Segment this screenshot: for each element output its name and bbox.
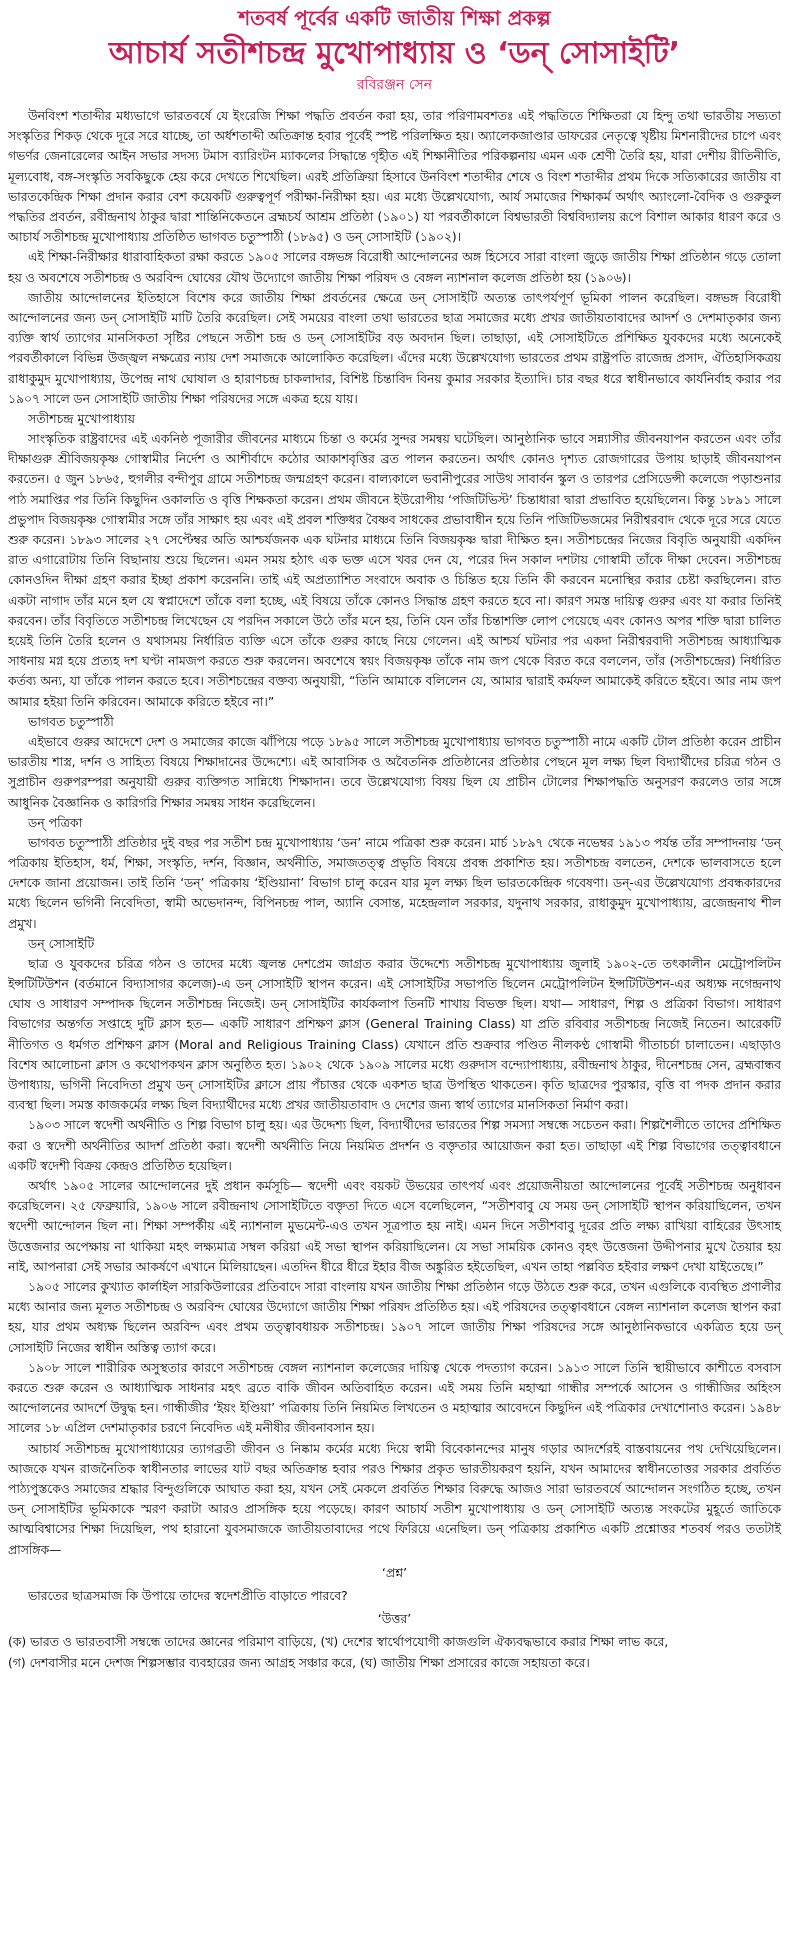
intro-paragraph-3: জাতীয় আন্দোলনের ইতিহাসে বিশেষ করে জাতীয় শিক্ষা প্রবর্তনের ক্ষেত্রে ডন্ সোসাইটি অত্যন্ত তাৎপর্যপূর্ণ ভূমিকা পালন করেছিল। বঙ্গভঙ্গ বিরোধী আন্দোলনের জন্য ডন্ সোসাইটি মাটি তৈরি করেছিল। সেই সময়ের বাংলা তথা ভারতের ছাত্র সমাজের মধ্যে প্রখর জাতীয়তাবাদের আদর্শ ও দেশমাতৃকার জন্য ব্যক্তি স্বার্থ ত্যাগের মানসিকতা সৃষ্টির পেছনে সতীশ চন্দ্র ও ডন্ সোসাইটির বড় অবদান ছিল। তাছাড়া, এই সোসাইটিতে প্রশিক্ষিত যুবকদের মধ্যে অনেকেই পরবর্তীকালে বিভিন্ন উজ্জ্বল নক্ষত্রের ন্যায় দেশ সমাজকে আলোকিত করেছিল। এঁদের মধ্যে উল্লেখযোগ্য ভারতের প্রথম রাষ্ট্রপতি রাজেন্দ্র প্রসাদ, ঐতিহাসিকত্রয় রাধাকুমুদ মুখোপাধ্যায়, উপেন্দ্র নাথ ঘোষাল ও হারাণচন্দ্র চাকলাদার, বিশিষ্ট চিন্তাবিদ বিনয় কুমার সরকার ইত্যাদি। চার বছর ধরে স্বাধীনভাবে কার্যনির্বাহ করার পর ১৯০৭ সালে ডন সোসাইটি জাতীয় শিক্ষা পরিষদের সঙ্গে একত্র হয়ে যায়। — [8, 290, 781, 406]
answer-label: ‘উত্তর’ — [377, 1611, 412, 1627]
section-paragraph: অর্থাৎ ১৯০৫ সালের আন্দোলনের দুই প্রধান কর্মসূচি— স্বদেশী এবং বয়কট উভয়ের তাৎপর্য এবং প্রয়োজনীয়তা আন্দোলনের পূর্বেই সতীশচন্দ্র অনুধাবন করেছিলেন। ২৫ ফেব্রুয়ারি, ১৯০৬ সালে রবীন্দ্রনাথ সোসাইটিতে বক্তৃতা দিতে এসে বলেছিলেন, “সতীশবাবু যে সময় ডন্ সোসাইটি স্থাপন করিয়াছিলেন, তখন স্বদেশী আন্দোলন ছিল না। শিক্ষা সম্পর্কীয় এই ন্যাশনাল মুভমেন্ট-এও তখন সূত্রপাত হয় নাই। এমন দিনে সতীশবাবু দূরের প্রতি লক্ষ্য রাখিয়া বাহিরের উৎসাহ উত্তেজনার অপেক্ষায় না থাকিয়া মহৎ লক্ষ্যমাত্র সম্বল করিয়া এই সভা স্থাপন করিয়াছিলেন। যে সভা সাময়িক কোনও বৃহৎ উত্তেজনা উদ্দীপনার মুখে তৈয়ার হয় নাই, আপনারা সেই সভার আকর্ষণে এখানে মিলিয়াছেন। এতদিন ধীরে ধীরে ইহার বীজ অঙ্কুরিত হইতেছিল, এখন তাহা পল্লবিত হইবার লক্ষণ দেখা যাইতেছে।” — [8, 1178, 781, 1274]
intro-paragraph-2: এই শিক্ষা-নিরীক্ষার ধারাবাহিকতা রক্ষা করতে ১৯০৫ সালের বঙ্গভঙ্গ বিরোধী আন্দোলনের অঙ্গ হিসেবে সারা বাংলা জুড়ে জাতীয় শিক্ষা প্রতিষ্ঠান গড়ে তোলা হয় ও অবশেষে সতীশচন্দ্র ও অরবিন্দ ঘোষের যৌথ উদ্যোগে জাতীয় শিক্ষা পরিষদ ও বেঙ্গল ন্যাশনাল কলেজ প্রতিষ্ঠা হয় (১৯০৬)। — [8, 250, 781, 285]
section-paragraph: ছাত্র ও যুবকদের চরিত্র গঠন ও তাদের মধ্যে জ্বলন্ত দেশপ্রেম জাগ্রত করার উদ্দেশ্যে সতীশচন্দ্র মুখোপাধ্যায় জুলাই ১৯০২-তে তৎকালীন মেট্রোপলিটন ইন্সটিটিউশন (বর্তমানে বিদ্যাসাগর কলেজ)-এ ডন্ সোসাইটি স্থাপন করেন। এই সোসাইটির সভাপতি ছিলেন মেট্রোপলিটন ইন্সটিটিউশন-এর অধ্যক্ষ নগেন্দ্রনাথ ঘোষ ও সাধারণ সম্পাদক ছিলেন সতীশচন্দ্র নিজেই। ডন্ সোসাইটির কার্যকলাপ তিনটি শাখায় বিভক্ত ছিল। যথা— সাধারণ, শিল্প ও প্রত্রিকা বিভাগ। সাধারণ বিভাগের অন্তর্গত সপ্তাহে দুটি ক্লাস হত— একটি সাধারণ প্রশিক্ষণ ক্লাস (General Training Class) যা প্রতি রবিবার সতীশচন্দ্র নিজেই নিতেন। আরেকটি নীতিগত ও ধর্মগত প্রশিক্ষণ ক্লাস (Moral and Religious Training Class) যেখানে প্রতি শুক্রবার পণ্ডিত নীলকণ্ঠ গোস্বামী গীতাচর্চা চালাতেন। এছাড়াও বিশেষ আলোচনা ক্লাস ও কথোপকথন ক্লাস অনুষ্ঠিত হত। ১৯০২ থেকে ১৯০৯ সালের মধ্যে গুরুদাস বন্দ্যোপাধ্যায়, রবীন্দ্রনাথ ঠাকুর, দীনেশচন্দ্র সেন, ব্রহ্মবান্ধব উপাধ্যায়, ভগিনী নিবেদিতা প্রমুখ ডন্ সোসাইটির ক্লাসে প্রায় পঁচাত্তর থেকে একশত ছাত্র উপস্থিত থাকতেন। কৃতি ছাত্রদের পুরস্কার, বৃত্তি বা পদক প্রদান করার ব্যবস্থা ছিল। সমস্ত কাজকর্মের লক্ষ্য ছিল বিদ্যার্থীদের মধ্যে প্রখর জাতীয়তাবাদ ও দেশের জন্য স্বার্থ ত্যাগের মানসিকতা নির্মাণ করা। — [8, 956, 781, 1113]
section-paragraph: ১৯০৮ সালে শারীরিক অসুস্থতার কারণে সতীশচন্দ্র বেঙ্গল ন্যাশনাল কলেজের দায়িত্ব থেকে পদত্যাগ করেন। ১৯১৩ সালে তিনি স্থায়ীভাবে কাশীতে বসবাস করতে শুরু করেন ও আধ্যাত্মিক সাধনার মহৎ ব্রতে বাকি জীবন অতিবাহিত করেন। এই সময় তিনি মহাত্মা গান্ধীর সম্পর্কে আসেন ও গান্ধীজির অহিংস আন্দোলনের আদর্শে উদ্বুদ্ধ হন। গান্ধীজীর ‘ইয়ং ইণ্ডিয়া’ পত্রিকায় তিনি নিয়মিত লিখতেন ও মহাত্মার আবেদনে কিছুদিন এই পত্রিকার দেখাশোনাও করেন। ১৯৪৮ সালের ১৮ এপ্রিল দেশমাতৃকার চরণে নিবেদিত এই মনীষীর জীবনাবসান হয়। — [8, 1360, 781, 1436]
section-paragraph: সাংস্কৃতিক রাষ্ট্রবাদের এই একনিষ্ঠ পূজারীর জীবনের মাধ্যমে চিন্তা ও কর্মের সুন্দর সমন্বয় ঘটেছিল। আনুষ্ঠানিক ভাবে সন্ন্যাসীর জীবনযাপন করতেন এবং তাঁর দীক্ষাগুরু শ্রীবিজয়কৃষ্ণ গোস্বামীর নির্দেশ ও আশীর্বাদে কঠোর আকাশবৃত্তির ব্রত পালন করতেন। অর্থাৎ কোনও দৃশ্যত রোজগারের উপায় ছাড়াই জীবনযাপন করতেন। ৫ জুন ১৮৬৫, হুগলীর বন্দীপুর গ্রামে সতীশচন্দ্র জন্মগ্রহণ করেন। বাল্যকালে ভবানীপুরের সাউথ সাবার্বন স্কুল ও তারপর প্রেসিডেন্সী কলেজে পড়াশুনার পাঠ সমাপ্তির পর তিনি কিছুদিন ওকালতি ও বৃত্তি শিক্ষকতা করেন। প্রথম জীবনে ইউরোপীয় ‘পজিটিভিস্ট’ চিন্তাধারা দ্বারা প্রভাবিত হয়েছিলেন। কিন্তু ১৮৯১ সালে প্রভুপাদ বিজয়কৃষ্ণ গোস্বামীর সঙ্গে তাঁর সাক্ষাৎ হয় এবং এই প্রবল শক্তিধর বৈষ্ণব সাধকের প্রভাবাধীন হয়ে তিনি পজিটিভজমের নিরীশ্বরবাদ থেকে দূরে সরে যেতে শুরু করেন। ১৮৯৩ সালের ২৭ সেপ্টেম্বর অতি আশ্চর্যজনক এক ঘটনার মাধ্যমে তিনি বিজয়কৃষ্ণ দ্বারা দীক্ষিত হন। সতীশচন্দ্রের নিজের বিবৃতি অনুযায়ী একদিন রাত এগারোটায় তিনি বিছানায় শুয়ে ছিলেন। এমন সময় হঠাৎ এক ভক্ত এসে খবর দেন যে, পরের দিন সকাল দশটায় গোস্বামী তাঁকে দীক্ষা দেবেন। সতীশচন্দ্র কোনওদিন দীক্ষা গ্রহণ করার ইচ্ছা প্রকাশ করেননি। তাই এই অপ্রত্যাশিত সংবাদে অবাক ও চিন্তিত হয়ে তিনি কী করবেন মনোস্থির করার চেষ্টা করছিলেন। রাত একটা নাগাদ তাঁর মনে হল যে স্বপ্নাদেশে তাঁকে বলা হচ্ছে, এই বিষয়ে তাঁকে কোনও সিদ্ধান্ত গ্রহণ করতে হবে না। কারণ সমস্ত দায়িত্ব গুরুর এবং যা করার তিনিই করবেন। তাঁর বিবৃতিতে সতীশচন্দ্র লিখেছেন যে পরদিন সকালে উঠে তাঁর মনে হয়, তিনি যেন তাঁর চিন্তাশক্তি লোপ পেয়েছে এবং কোনও অপর শক্তি দ্বারা চালিত হয়েই তিনি তৈরি হলেন ও যথাসময় নির্ধারিত ব্যক্তি এসে তাঁকে গুরুর কাছে নিয়ে গেলেন। এই আশ্চর্য ঘটনার পর একদা নিরীশ্বরবাদী সতীশচন্দ্র আধ্যাত্মিক সাধনায় মগ্ন হয়ে প্রত্যহ দশ ঘণ্টা নামজপ করতে শুরু করলেন। অবশেষে স্বয়ং বিজয়কৃষ্ণ তাঁকে নাম জপ থেকে বিরত করে বললেন, তাঁর (সতীশচন্দ্রের) নির্ধারিত কর্তব্য অন্য, যা তাঁকে পালন করতে হবে। সতীশচন্দ্রের বক্তব্য অনুযায়ী, “তিনি আমাকে বলিলেন যে, আমার দ্বারাই কর্মফল আমাকেই করিতে হইবে। আর নাম জপ আমার হইয়া তিনি করিবেন। আমাকে করিতে হইবে না।” — [8, 432, 781, 709]
intro-paragraph-1: উনবিংশ শতাব্দীর মধ্যভাগে ভারতবর্ষে যে ইংরেজি শিক্ষা পদ্ধতি প্রবর্তন করা হয়, তার পরিণামবশতঃ এই পদ্ধতিতে শিক্ষিতরা যে হিন্দু তথা ভারতীয় সভ্যতা সংস্কৃতির শিকড় থেকে দূরে সরে যাচ্ছে, তা অর্ধশতাব্দী অতিক্রান্ত হবার পূর্বেই স্পষ্ট পরিলক্ষিত হয়। অ্যালেকজাণ্ডার ডাফরের নেতৃত্বে খৃষ্টীয় মিশনারীদের চাপে এবং গভর্ণর জেনারেলের আইন সভার সদস্য টমাস ব্যারিংটন ম্যাকলের সিদ্ধান্তে গৃহীত এই শিক্ষানীতির পরিকল্পনায় এমন এক শ্রেণী তৈরি হয়, যারা দেশীয় রীতিনীতি, মূল্যবোধ, বঙ্গ-সংস্কৃতি সবকিছুকে হেয় করে দেখতে শিখেছিল। এরই প্রতিক্রিয়া হিসাবে উনবিংশ শতাব্দীর শেষে ও বিংশ শতাব্দীর প্রথম দিকে সত্যিকারের জাতীয় বা ভারতকেন্দ্রিক শিক্ষা প্রদান করার বেশ কয়েকটি গুরুত্বপূর্ণ পরীক্ষা-নিরীক্ষা হয়। এর মধ্যে উল্লেখযোগ্য, আর্য সমাজের শিক্ষাকর্ম অর্থাৎ অ্যাংলো-বৈদিক ও গুরুকুল পদ্ধতির প্রবর্তন, রবীন্দ্রনাথ ঠাকুর দ্বারা শান্তিনিকেতনে ব্রহ্মচর্য আশ্রম প্রতিষ্ঠা (১৯০১) যা পরবর্তীকালে বিশ্বভারতী বিশ্ববিদ্যালয় রূপে বিশাল আকার ধারণ করে ও আচার্য সতীশচন্দ্র মুখোপাধ্যায় প্রতিষ্ঠিত ভাগবত চতুস্পাঠী (১৮৯৫) ও ডন্ সোসাইটি (১৯০২)। — [8, 109, 781, 245]
kicker: শতবর্ষ পূর্বের একটি জাতীয় শিক্ষা প্রকল্প — [238, 6, 551, 30]
section-heading-bhagabat-chatuspathi: ভাগবত চতুস্পাঠী — [28, 713, 114, 729]
question-label: ‘প্রশ্ন’ — [381, 1564, 408, 1580]
section-paragraph: ভাগবত চতুস্পাঠী প্রতিষ্ঠার দুই বছর পর সতীশ চন্দ্র মুখোপাধ্যায় ‘ডন’ নামে পত্রিকা শুরু করেন। মার্চ ১৮৯৭ থেকে নভেম্বর ১৯১৩ পর্যন্ত তাঁর সম্পাদনায় ‘ডন্ পত্রিকায় ইতিহাস, ধর্ম, শিক্ষা, সংস্কৃতি, দর্শন, বিজ্ঞান, অর্থনীতি, সমাজতত্ত্ব প্রভৃতি বিষয়ে প্রবন্ধ প্রকাশিত হয়। সতীশচন্দ্র বলতেন, দেশকে ভালবাসতে হলে দেশকে জানা প্রয়োজন। তাই তিনি ‘ডন্’ পত্রিকায় ‘ইণ্ডিয়ানা’ বিভাগ চালু করেন যার মূল লক্ষ্য ছিল ভারতকেন্দ্রিক গবেষণা। ডন্-এর উল্লেখযোগ্য প্রবন্ধকারদের মধ্যে ছিলেন ভগিনী নিবেদিতা, স্বামী অভেদানন্দ, বিপিনচন্দ্র পাল, অ্যানি বেসান্ত, মহেন্দ্রলাল সরকার, যদুনাথ সরকার, রাধাকুমুদ মুখোপাধ্যায়, ব্রজেন্দ্রনাথ শীল প্রমুখ। — [8, 835, 781, 931]
section-heading-dawn-society: ডন্ সোসাইটি — [28, 935, 95, 951]
author-name: রবিরঞ্জন সেন — [356, 77, 433, 93]
section-paragraph: এইভাবে গুরুর আদেশে দেশ ও সমাজের কাজে ঝাঁপিয়ে পড়ে ১৮৯৫ সালে সতীশচন্দ্র মুখোপাধ্যায় ভাগবত চতুস্পাঠী নামে একটি টোল প্রতিষ্ঠা করেন প্রাচীন ভারতীয় শাস্ত্র, দর্শন ও সাহিত্য বিষয়ে শিক্ষাদানের উদ্দেশ্যে। এই আবাসিক ও অবৈতনিক প্রতিষ্ঠানের প্রতিষ্ঠার পেছনে মূল লক্ষ্য ছিল বিদ্যার্থীদের চরিত্র গঠন ও সুপ্রাচীন গুরুপরম্পরা অনুযায়ী গুরুর ব্যক্তিগত সান্নিধ্যে শিক্ষাদান। তবে উল্লেখযোগ্য বিষয় ছিল যে প্রাচীন টোলের শিক্ষাপদ্ধতি অনুসরণ করলেও তার সঙ্গে আধুনিক বৈজ্ঞানিক ও কারিগরি শিক্ষার সমন্বয় সাধন করেছিলেন। — [8, 734, 781, 810]
section-heading-dawn-magazine: ডন্ পত্রিকা — [28, 814, 83, 830]
section-paragraph: আচার্য সতীশচন্দ্র মুখোপাধ্যায়ের ত্যাগব্রতী জীবন ও নিষ্কাম কর্মের মধ্যে দিয়ে স্বামী বিবেকানন্দের মানুষ গড়ার আদর্শেরই বাস্তবায়নের পথ দেখিয়েছিলেন। আজকে যখন রাজনৈতিক স্বাধীনতার লাভের যাট বছর অতিক্রান্ত হবার পরও শিক্ষার প্রকৃত ভারতীয়করণ হয়নি, যখন আমাদের স্বাধীনতোত্তর সরকার প্রবর্তিত পাঠ্যপুস্তকেও সমাজের শ্রদ্ধার বিন্দুগুলিকে আঘাত করা হয়, যখন সেই মেকলে প্রবর্তিত শিক্ষার বিরুদ্ধে আজও সারা ভারতবর্ষে আন্দোলন সংগঠিত হচ্ছে, তখন ডন্ সোসাইটির ভূমিকাকে স্মরণ করাটা আরও প্রাসঙ্গিক হয়ে পড়েছে। কারণ আচার্য সতীশ মুখোপাধ্যায় ও ডন্ সোসাইটি অত্যন্ত সংকটের মুহূর্তে জাতিকে আত্মবিশ্বাসের শিক্ষা দিয়েছিল, পথ হারানো যুবসমাজকে জাতীয়তাবাদের পথে ফিরিয়ে এনেছিল। ডন্ পত্রিকায় প্রকাশিত একটি প্রশ্নোত্তর শতবর্ষ পরও ততটাই প্রাসঙ্গিক— — [8, 1441, 781, 1557]
section-heading-satishchandra: সতীশচন্দ্র মুখোপাধ্যায় — [28, 411, 135, 427]
article-title: আচার্য সতীশচন্দ্র মুখোপাধ্যায় ও ‘ডন্ সোসাইটি’ — [108, 36, 681, 71]
section-paragraph: ১৯০৩ সালে স্বদেশী অর্থনীতি ও শিল্প বিভাগ চালু হয়। এর উদ্দেশ্য ছিল, বিদ্যার্থীদের ভারতের শিল্প সমস্যা সম্বন্ধে সচেতন করা। শিল্পশৈলীতে তাদের প্রশিক্ষিত করা ও স্বদেশী অর্থনীতির আদর্শ প্রতিষ্ঠা করা। স্বদেশী অর্থনীতি নিয়ে নিয়মিত প্রদর্শন ও বক্তৃতার আয়োজন করা হত। তাছাড়া এই শিল্প বিভাগের তত্ত্বাবধানে একটি স্বদেশী বিক্রয় কেন্দ্রও প্রতিষ্ঠিত হয়েছিল। — [8, 1118, 781, 1173]
question-text: ভারতের ছাত্রসমাজ কি উপায়ে তাদের স্বদেশপ্রীতি বাড়াতে পারবে? — [28, 1588, 348, 1603]
answer-line-1: (ক) ভারত ও ভারতবাসী সম্বন্ধে তাদের জ্ঞানের পরিমাণ বাড়িয়ে, (খ) দেশের স্বার্থোপযোগী কাজগুলি ঐক্যবদ্ধভাবে করার শিক্ষা লাভ করে, — [8, 1635, 669, 1650]
answer-line-2: (গ) দেশবাসীর মনে দেশজ শিল্পসম্ভার ব্যবহারের জন্য আগ্রহ সঞ্চার করে, (ঘ) জাতীয় শিক্ষা প্রসারের কাজে সহায়তা করে। — [8, 1655, 590, 1670]
section-paragraph: ১৯০৫ সালের কুখ্যাত কার্লাইল সারকিউলারের প্রতিবাদে সারা বাংলায় যখন জাতীয় শিক্ষা প্রতিষ্ঠান গড়ে উঠতে শুরু করে, তখন এগুলিকে ব্যবস্থিত প্রণালীর মধ্যে আনার জন্য মূলত সতীশচন্দ্র ও অরবিন্দ ঘোষের উদ্যোগে জাতীয় শিক্ষা পরিষদ প্রতিষ্ঠিত হয়। এই পরিষদের তত্ত্বাবধানে বেঙ্গল ন্যাশনাল কলেজ স্থাপন করা হয়, যার প্রথম অধ্যক্ষ ছিলেন অরবিন্দ এবং প্রথম তত্ত্বাবধায়ক সতীশচন্দ্র। ১৯০৭ সালে জাতীয় শিক্ষা পরিষদের সঙ্গে আনুষ্ঠানিকভাবে একত্রিত হয়ে ডন্ সোসাইটি নিজের স্বাধীন অস্তিত্ব ত্যাগ করে। — [8, 1279, 781, 1355]
